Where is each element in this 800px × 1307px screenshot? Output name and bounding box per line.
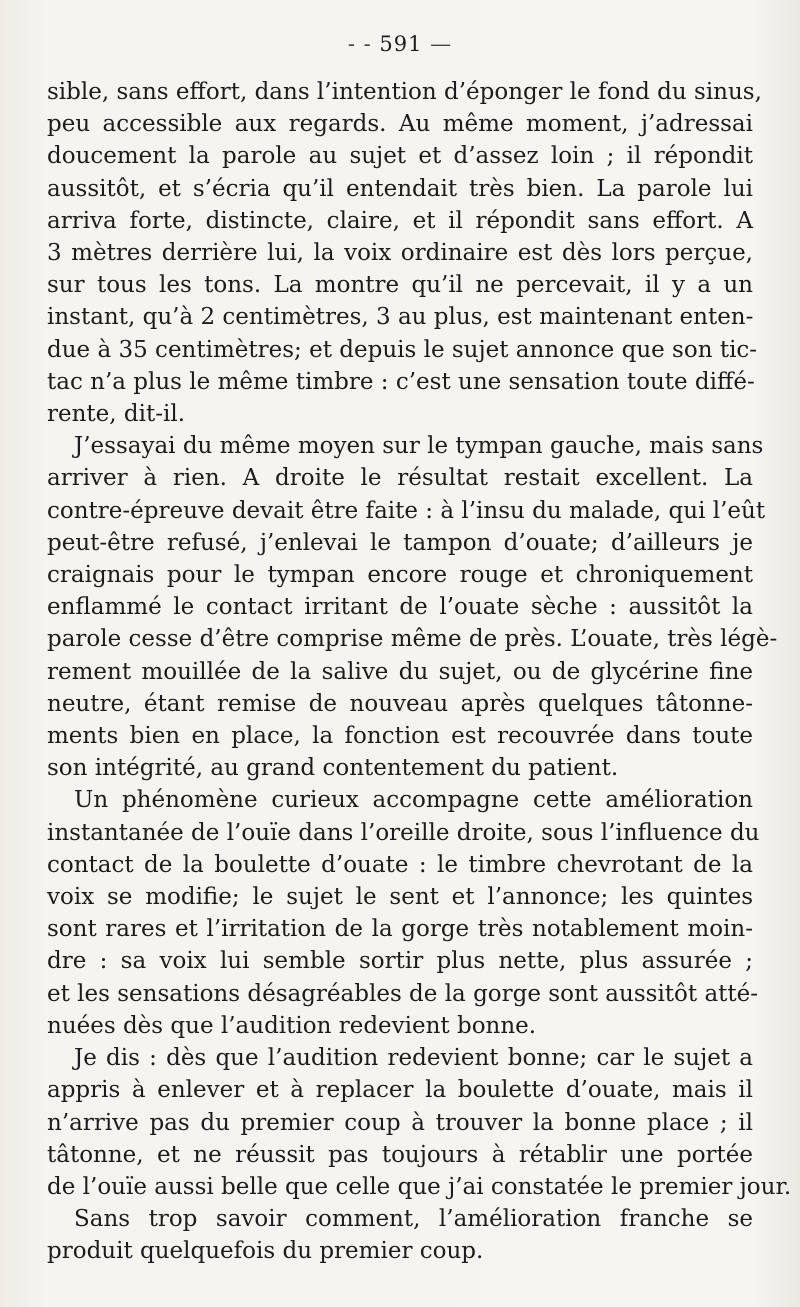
text-line: peu accessible aux regards. Au même moment, j’adressai <box>47 111 753 138</box>
body-text <box>47 76 792 1268</box>
text-line: neutre, étant remise de nouveau après quelques tâtonne- <box>47 690 753 717</box>
page-number-value: 591 <box>379 32 423 56</box>
text-line: de l’ouïe aussi belle que celle que j’ai constatée le premier jour. <box>47 1173 792 1200</box>
text-line: sont rares et l’irritation de la gorge très notablement moin- <box>47 916 753 943</box>
text-line: sur tous les tons. La montre qu’il ne percevait, il y a un <box>47 272 753 299</box>
text-line: parole cesse d’être comprise même de près. L’ouate, très légè- <box>47 626 778 653</box>
text-line: n’arrive pas du premier coup à trouver la bonne place ; il <box>47 1109 753 1136</box>
page-number-suffix: — <box>430 32 453 56</box>
text-line: arriver à rien. A droite le résultat restait excellent. La <box>47 465 753 492</box>
page-number <box>0 32 800 56</box>
text-line: et les sensations désagréables de la gorge sont aussitôt atté- <box>47 980 759 1007</box>
text-line: doucement la parole au sujet et d’assez loin ; il répondit <box>47 143 753 170</box>
paragraph <box>47 1042 792 1203</box>
text-line: due à 35 centimètres; et depuis le sujet annonce que son tic- <box>47 336 758 363</box>
text-line: instant, qu’à 2 centimètres, 3 au plus, est maintenant enten- <box>47 304 754 331</box>
text-line: 3 mètres derrière lui, la voix ordinaire est dès lors perçue, <box>47 240 753 267</box>
text-line: rement mouillée de la salive du sujet, ou de glycérine fine <box>47 658 753 685</box>
text-line: appris à enlever et à replacer la boulette d’ouate, mais il <box>47 1077 753 1104</box>
text-line: contact de la boulette d’ouate : le timbre chevrotant de la <box>47 851 753 878</box>
text-line: Sans trop savoir comment, l’amélioration franche se <box>74 1206 753 1233</box>
text-line: instantanée de l’ouïe dans l’oreille droite, sous l’influence du <box>47 819 760 846</box>
text-line: J’essayai du même moyen sur le tympan gauche, mais sans <box>74 433 764 460</box>
paragraph <box>47 430 778 784</box>
text-line: enflammé le contact irritant de l’ouate sèche : aussitôt la <box>47 594 753 621</box>
text-line: tâtonne, et ne réussit pas toujours à rétablir une portée <box>47 1141 753 1168</box>
text-line: voix se modifie; le sujet le sent et l’annonce; les quintes <box>47 884 753 911</box>
text-line: craignais pour le tympan encore rouge et chroniquement <box>47 562 753 589</box>
text-line: arriva forte, distincte, claire, et il répondit sans effort. A <box>47 207 753 234</box>
text-line: tac n’a plus le même timbre : c’est une sensation toute diffé- <box>47 368 755 395</box>
text-line: aussitôt, et s’écria qu’il entendait très bien. La parole lui <box>47 175 753 202</box>
text-line: rente, dit-il. <box>47 401 186 428</box>
text-line: dre : sa voix lui semble sortir plus nette, plus assurée ; <box>47 948 753 975</box>
paragraph <box>47 76 762 430</box>
text-line: ments bien en place, la fonction est recouvrée dans toute <box>47 723 753 750</box>
text-line: peut-être refusé, j’enlevai le tampon d’ouate; d’ailleurs je <box>47 529 753 556</box>
page-number-prefix: - - <box>347 32 372 56</box>
paragraph <box>47 1203 753 1267</box>
text-line: contre-épreuve devait être faite : à l’insu du malade, qui l’eût <box>47 497 766 524</box>
text-line: Je dis : dès que l’audition redevient bonne; car le sujet a <box>74 1045 753 1072</box>
text-line: nuées dès que l’audition redevient bonne. <box>47 1012 537 1039</box>
text-line: Un phénomène curieux accompagne cette amélioration <box>74 787 753 814</box>
text-line: produit quelquefois du premier coup. <box>47 1238 484 1265</box>
paragraph <box>47 784 760 1042</box>
text-line: son intégrité, au grand contentement du patient. <box>47 755 619 782</box>
text-line: sible, sans effort, dans l’intention d’éponger le fond du sinus, <box>47 79 762 105</box>
